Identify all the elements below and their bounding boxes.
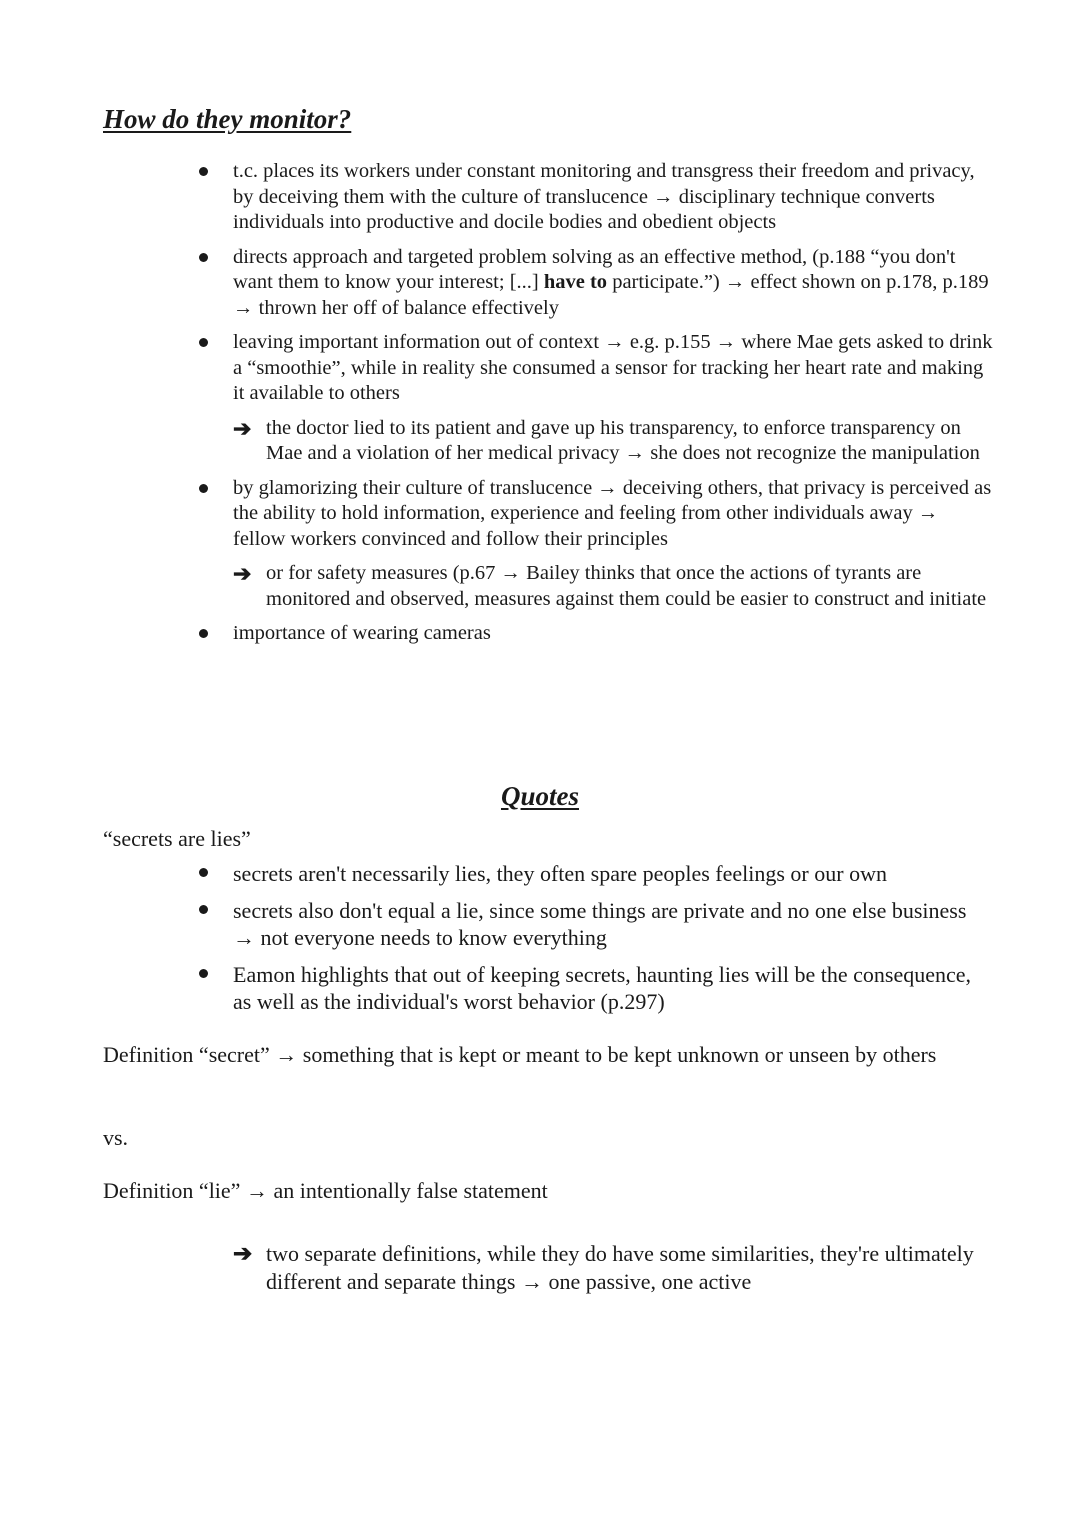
list-item — [233, 476, 993, 553]
bullet-dot-icon — [199, 629, 208, 638]
list-item-text-after: participate.”) → effect shown on p.178, p.189 → thrown her off of balance effectively — [233, 271, 989, 319]
right-arrow-icon: ➔ — [233, 1241, 253, 1266]
definition-secret: Definition “secret” → something that is kept or meant to be kept unknown or unseen by others — [103, 1042, 937, 1067]
definition-lie: Definition “lie” → an intentionally false statement — [103, 1178, 548, 1203]
right-arrow-icon: ➔ — [233, 415, 252, 441]
versus-label: vs. — [103, 1125, 129, 1150]
list-item-text-before: directs approach and targeted problem solving as an effective method, (p.188 “you don't want them to know your interest; [...] — [233, 245, 956, 293]
bullet-dot-icon — [199, 338, 208, 347]
monitor-list — [233, 159, 993, 656]
bullet-dot-icon — [199, 484, 208, 493]
list-item — [233, 159, 993, 236]
bullet-dot-icon — [199, 253, 208, 262]
conclusion-point — [233, 1240, 986, 1296]
list-item — [233, 860, 993, 888]
bullet-dot-icon — [199, 969, 208, 978]
list-item-text: t.c. places its workers under constant monitoring and transgress their freedom and privacy, by deceiving them with the culture of translucence → disciplinary technique converts individuals into productive and docile bodies and obedient objects — [233, 160, 975, 233]
conclusion-text: two separate definitions, while they do have some similarities, they're ultimately different and separate things → one passive, one active — [266, 1241, 974, 1294]
quote-line: “secrets are lies” — [103, 826, 251, 851]
quotes-list — [233, 860, 993, 1025]
bullet-dot-icon — [199, 167, 208, 176]
list-item — [233, 897, 993, 952]
list-item-text: importance of wearing cameras — [233, 622, 491, 644]
section-heading-quotes: Quotes — [500, 781, 579, 811]
bullet-dot-icon — [199, 905, 208, 914]
sub-point-text: the doctor lied to its patient and gave up his transparency, to enforce transparency on Mae and a violation of her medical privacy → she does not recognize the manipulation — [266, 416, 980, 464]
list-item-text: Eamon highlights that out of keeping secrets, haunting lies will be the consequence, as well as the individual's worst behavior (p.297) — [233, 961, 972, 1014]
section-heading-monitor: How do they monitor? — [103, 104, 352, 134]
list-item — [233, 330, 993, 407]
list-item — [233, 245, 993, 322]
list-item-bold-text: have to — [543, 271, 608, 293]
right-arrow-icon: ➔ — [233, 561, 252, 586]
list-item-text: secrets also don't equal a lie, since some things are private and no one else business → not everyone needs to know everything — [233, 897, 967, 950]
list-item-text: leaving important information out of context → e.g. p.155 → where Mae gets asked to drink a “smoothie”, while in reality she consumed a sensor for tracking her heart rate and making it available to others — [233, 331, 993, 404]
list-item — [233, 621, 993, 647]
list-item-text: by glamorizing their culture of translucence → deceiving others, that privacy is perceived as the ability to hold information, experience and feeling from other individuals away → fellow workers convinced and follow their principles — [233, 476, 992, 550]
sub-point — [233, 416, 993, 467]
list-item-text: secrets aren't necessarily lies, they often spare peoples feelings or our own — [233, 861, 887, 886]
sub-point — [233, 561, 993, 612]
list-item — [233, 961, 993, 1016]
sub-point-text: or for safety measures (p.67 → Bailey thinks that once the actions of tyrants are monitored and observed, measures against them could be easier to construct and initiate — [266, 562, 987, 610]
bullet-dot-icon — [199, 868, 208, 877]
